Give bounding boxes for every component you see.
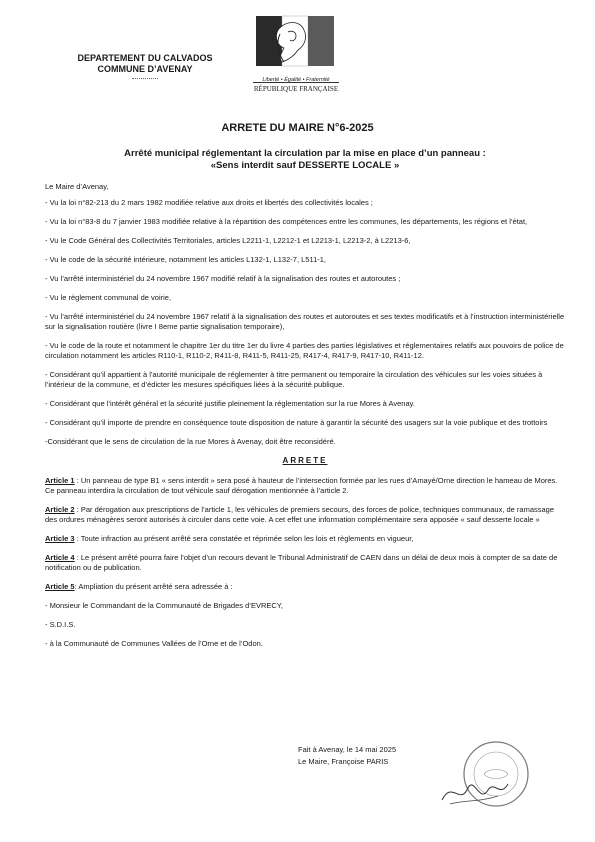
decree-body [45, 182, 565, 658]
issuer-block [60, 53, 230, 79]
subtitle-line-2: «Sens interdit sauf DESSERTE LOCALE » [210, 160, 400, 171]
department-name: DEPARTEMENT DU CALVADOS [77, 53, 213, 63]
issuer-divider [132, 78, 158, 79]
article-label: Article 3 [45, 534, 75, 543]
article-label: Article 1 [45, 476, 75, 485]
handwritten-signature [440, 770, 510, 810]
article-text: : Toute infraction au présent arrêté sera constatée et réprimée selon les lois et règlements en vigueur, [74, 534, 414, 543]
ampliation-recipient: - Monsieur le Commandant de la Communauté de Brigades d’EVRECY, [45, 601, 283, 610]
marianne-emblem [248, 12, 343, 78]
article [45, 476, 565, 496]
commune-name: COMMUNE D’AVENAY [97, 64, 193, 74]
consideration-item: - Vu le Code Général des Collectivités Territoriales, articles L2211-1, L2212-1 et L2213-1, L2213-2, à L2213-6, [45, 236, 411, 245]
consideration-item: - Vu la loi n°82-213 du 2 mars 1982 modifiée relative aux droits et libertés des collectivités locales ; [45, 198, 373, 207]
place-date: Fait à Avenay, le 14 mai 2025 [298, 745, 397, 754]
consideration-item: - Considérant qu’il importe de prendre en conséquence toute disposition de nature à garantir la sécurité des usagers sur la voie publique et des trottoirs [45, 418, 548, 427]
ampliation-recipient: - à la Communauté de Communes Vallées de l’Orne et de l’Odon. [45, 639, 263, 648]
article-text: : Un panneau de type B1 « sens interdit » sera posé à hauteur de l’intersection formée par les rues d’Amayé/Orne direction le hameau de Mores. Ce panneau interdira la circulation de tout véhicule sauf dérogation mentionnée à l’article 2. [45, 476, 558, 495]
consideration-item: - Considérant qu’il appartient à l’autorité municipale de réglementer à titre permanent ou temporaire la circulation des véhicules sur les voies situées à l’intérieur de la commune, et d’édicter les mesures spécifiques liées à la sécurité publique. [45, 370, 543, 389]
consideration-item: - Vu le règlement communal de voirie, [45, 293, 172, 302]
decree-title: ARRETE DU MAIRE N°6-2025 [221, 122, 374, 134]
republic-logo [248, 12, 343, 94]
decree-subtitle [90, 148, 520, 172]
article [45, 553, 565, 573]
intro-line: Le Maire d’Avenay, [45, 182, 109, 191]
consideration-item: - Vu le code de la sécurité intérieure, notamment les articles L132-1, L132-7, L511-1, [45, 255, 326, 264]
article [45, 534, 565, 544]
article-label: Article 4 [45, 553, 75, 562]
article-label: Article 5 [45, 582, 75, 591]
republic-motto: Liberté • Égalité • Fraternité [262, 77, 330, 83]
subtitle-line-1: Arrêté municipal réglementant la circulation par la mise en place d’un panneau : [124, 148, 486, 159]
consideration-item: -Considérant que le sens de circulation de la rue Mores à Avenay, doit être reconsidéré. [45, 437, 336, 446]
republic-name: RÉPUBLIQUE FRANÇAISE [253, 85, 339, 93]
ampliation-recipient: - S.D.I.S. [45, 620, 76, 629]
article-text: : Par dérogation aux prescriptions de l’article 1, les véhicules de premiers secours, des forces de police, techniques communaux, de ramassage des ordures ménagères seront autorisés à circuler dans cette voie. A cet effet une information complémentaire sera apposée « sauf desserte locale » [45, 505, 555, 524]
consideration-item: - Vu l’arrêté interministériel du 24 novembre 1967 modifié relatif à la signalisation des routes et autoroutes ; [45, 274, 401, 283]
article [45, 582, 565, 592]
arrete-heading: ARRETE [282, 456, 328, 465]
article-label: Article 2 [45, 505, 75, 514]
signatory: Le Maire, Françoise PARIS [298, 757, 389, 766]
article [45, 505, 565, 525]
consideration-item: - Vu le code de la route et notamment le chapitre 1er du titre 1er du livre 4 parties des parties législatives et réglementaires relatifs aux pouvoirs de police de circulation notamment les articles R110-1, R110-2, R411-8, R411-5, R411-25, R417-4, R417-9, R417-10, R411-12. [45, 341, 564, 360]
consideration-item: - Vu la loi n°83-8 du 7 janvier 1983 modifiée relative à la répartition des compétences entre les communes, les départements, les régions et l’état, [45, 217, 528, 226]
signature-block [298, 744, 438, 768]
consideration-item: - Considérant que l’intérêt général et la sécurité justifie pleinement la réglementation sur la rue Mores à Avenay. [45, 399, 415, 408]
article-text: : Ampliation du présent arrêté sera adressée à : [74, 582, 233, 591]
consideration-item: - Vu l’arrêté interministériel du 24 novembre 1967 relatif à la signalisation des routes et autoroutes et ses textes modificatifs et à l’instruction interministérielle sur la signalisation routière (livre I 8eme partie signalisation temporaire), [45, 312, 565, 331]
article-text: : Le présent arrêté pourra faire l’objet d’un recours devant le Tribunal Administratif de CAEN dans un délai de deux mois à compter de sa date de notification ou de publication. [45, 553, 558, 572]
